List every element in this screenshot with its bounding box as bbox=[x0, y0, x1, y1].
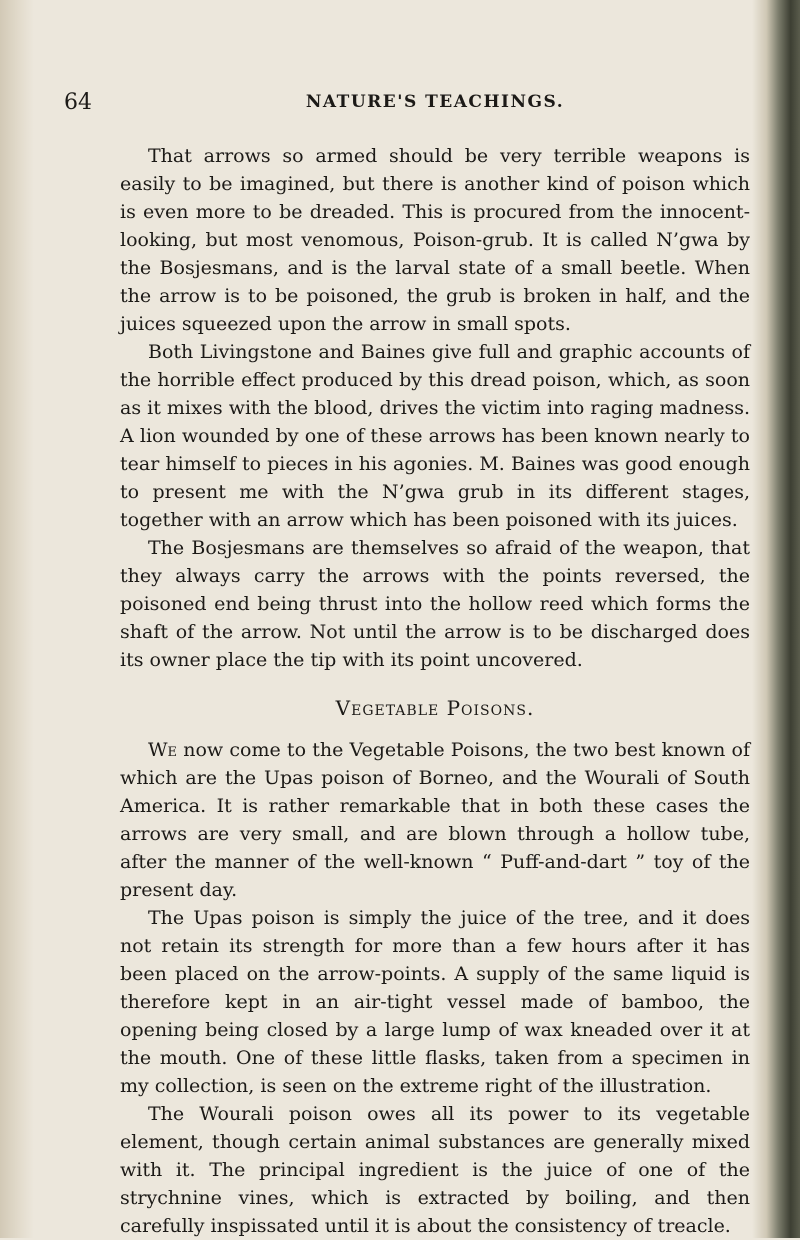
running-title: NATURE'S TEACHINGS. bbox=[305, 92, 565, 112]
book-edge-right bbox=[752, 0, 800, 1238]
paragraph-vegetable-poisons bbox=[120, 736, 750, 904]
paragraph-vegetable-poisons-text: now come to the Vegetable Poisons, the two best known of which are the Upas poison of Borneo, and the Wourali of South America. It is rather remarkable that in both these cases the arrows are very small, and are blown through a hollow tube, after the manner of the well-known “ Puff-and-dart ” toy of the present day. bbox=[120, 739, 750, 901]
paragraph-bosjesmans: The Bosjesmans are themselves so afraid of the weapon, that they always carry the arrows with the points reversed, the poisoned end being thrust into the hollow reed which forms the shaft of the arrow. Not until the arrow is to be discharged does its owner place the tip with its point uncovered. bbox=[120, 537, 750, 671]
section-heading: Vegetable Poisons. bbox=[335, 696, 535, 720]
paragraph-upas-poison: The Upas poison is simply the juice of the tree, and it does not retain its strength for more than a few hours after it has been placed on the arrow-points. A supply of the same liquid is therefore kept in an air-tight vessel made of bamboo, the opening being closed by a large lump of wax kneaded over it at the mouth. One of these little flasks, taken from a specimen in my collection, is seen on the extreme right of the illustration. bbox=[120, 907, 750, 1097]
paragraph-livingstone-baines: Both Livingstone and Baines give full and graphic accounts of the horrible effect produced by this dread poison, which, as soon as it mixes with the blood, drives the victim into raging madness. A lion wounded by one of these arrows has been known nearly to tear himself to pieces in his agonies. M. Baines was good enough to present me with the N’gwa grub in its different stages, together with an arrow which has been poisoned with its juices. bbox=[120, 341, 750, 531]
paragraph-poison-grub: That arrows so armed should be very terrible weapons is easily to be imagined, but there is another kind of poison which is even more to be dreaded. This is procured from the innocent-looking, but most venomous, Poison-grub. It is called N’gwa by the Bosjesmans, and is the larval state of a small beetle. When the arrow is to be poisoned, the grub is broken in half, and the juices squeezed upon the arrow in small spots. bbox=[120, 145, 750, 335]
paragraph-wourali-poison: The Wourali poison owes all its power to its vegetable element, though certain animal substances are generally mixed with it. The principal ingredient is the juice of one of the strychnine vines, which is extracted by boiling, and then carefully inspissated until it is about the consistency of treacle. bbox=[120, 1103, 750, 1237]
book-page bbox=[64, 90, 750, 1240]
lead-word: We bbox=[148, 739, 178, 761]
page-number: 64 bbox=[64, 90, 92, 115]
page-gutter-left bbox=[0, 0, 34, 1238]
running-head bbox=[64, 90, 750, 120]
